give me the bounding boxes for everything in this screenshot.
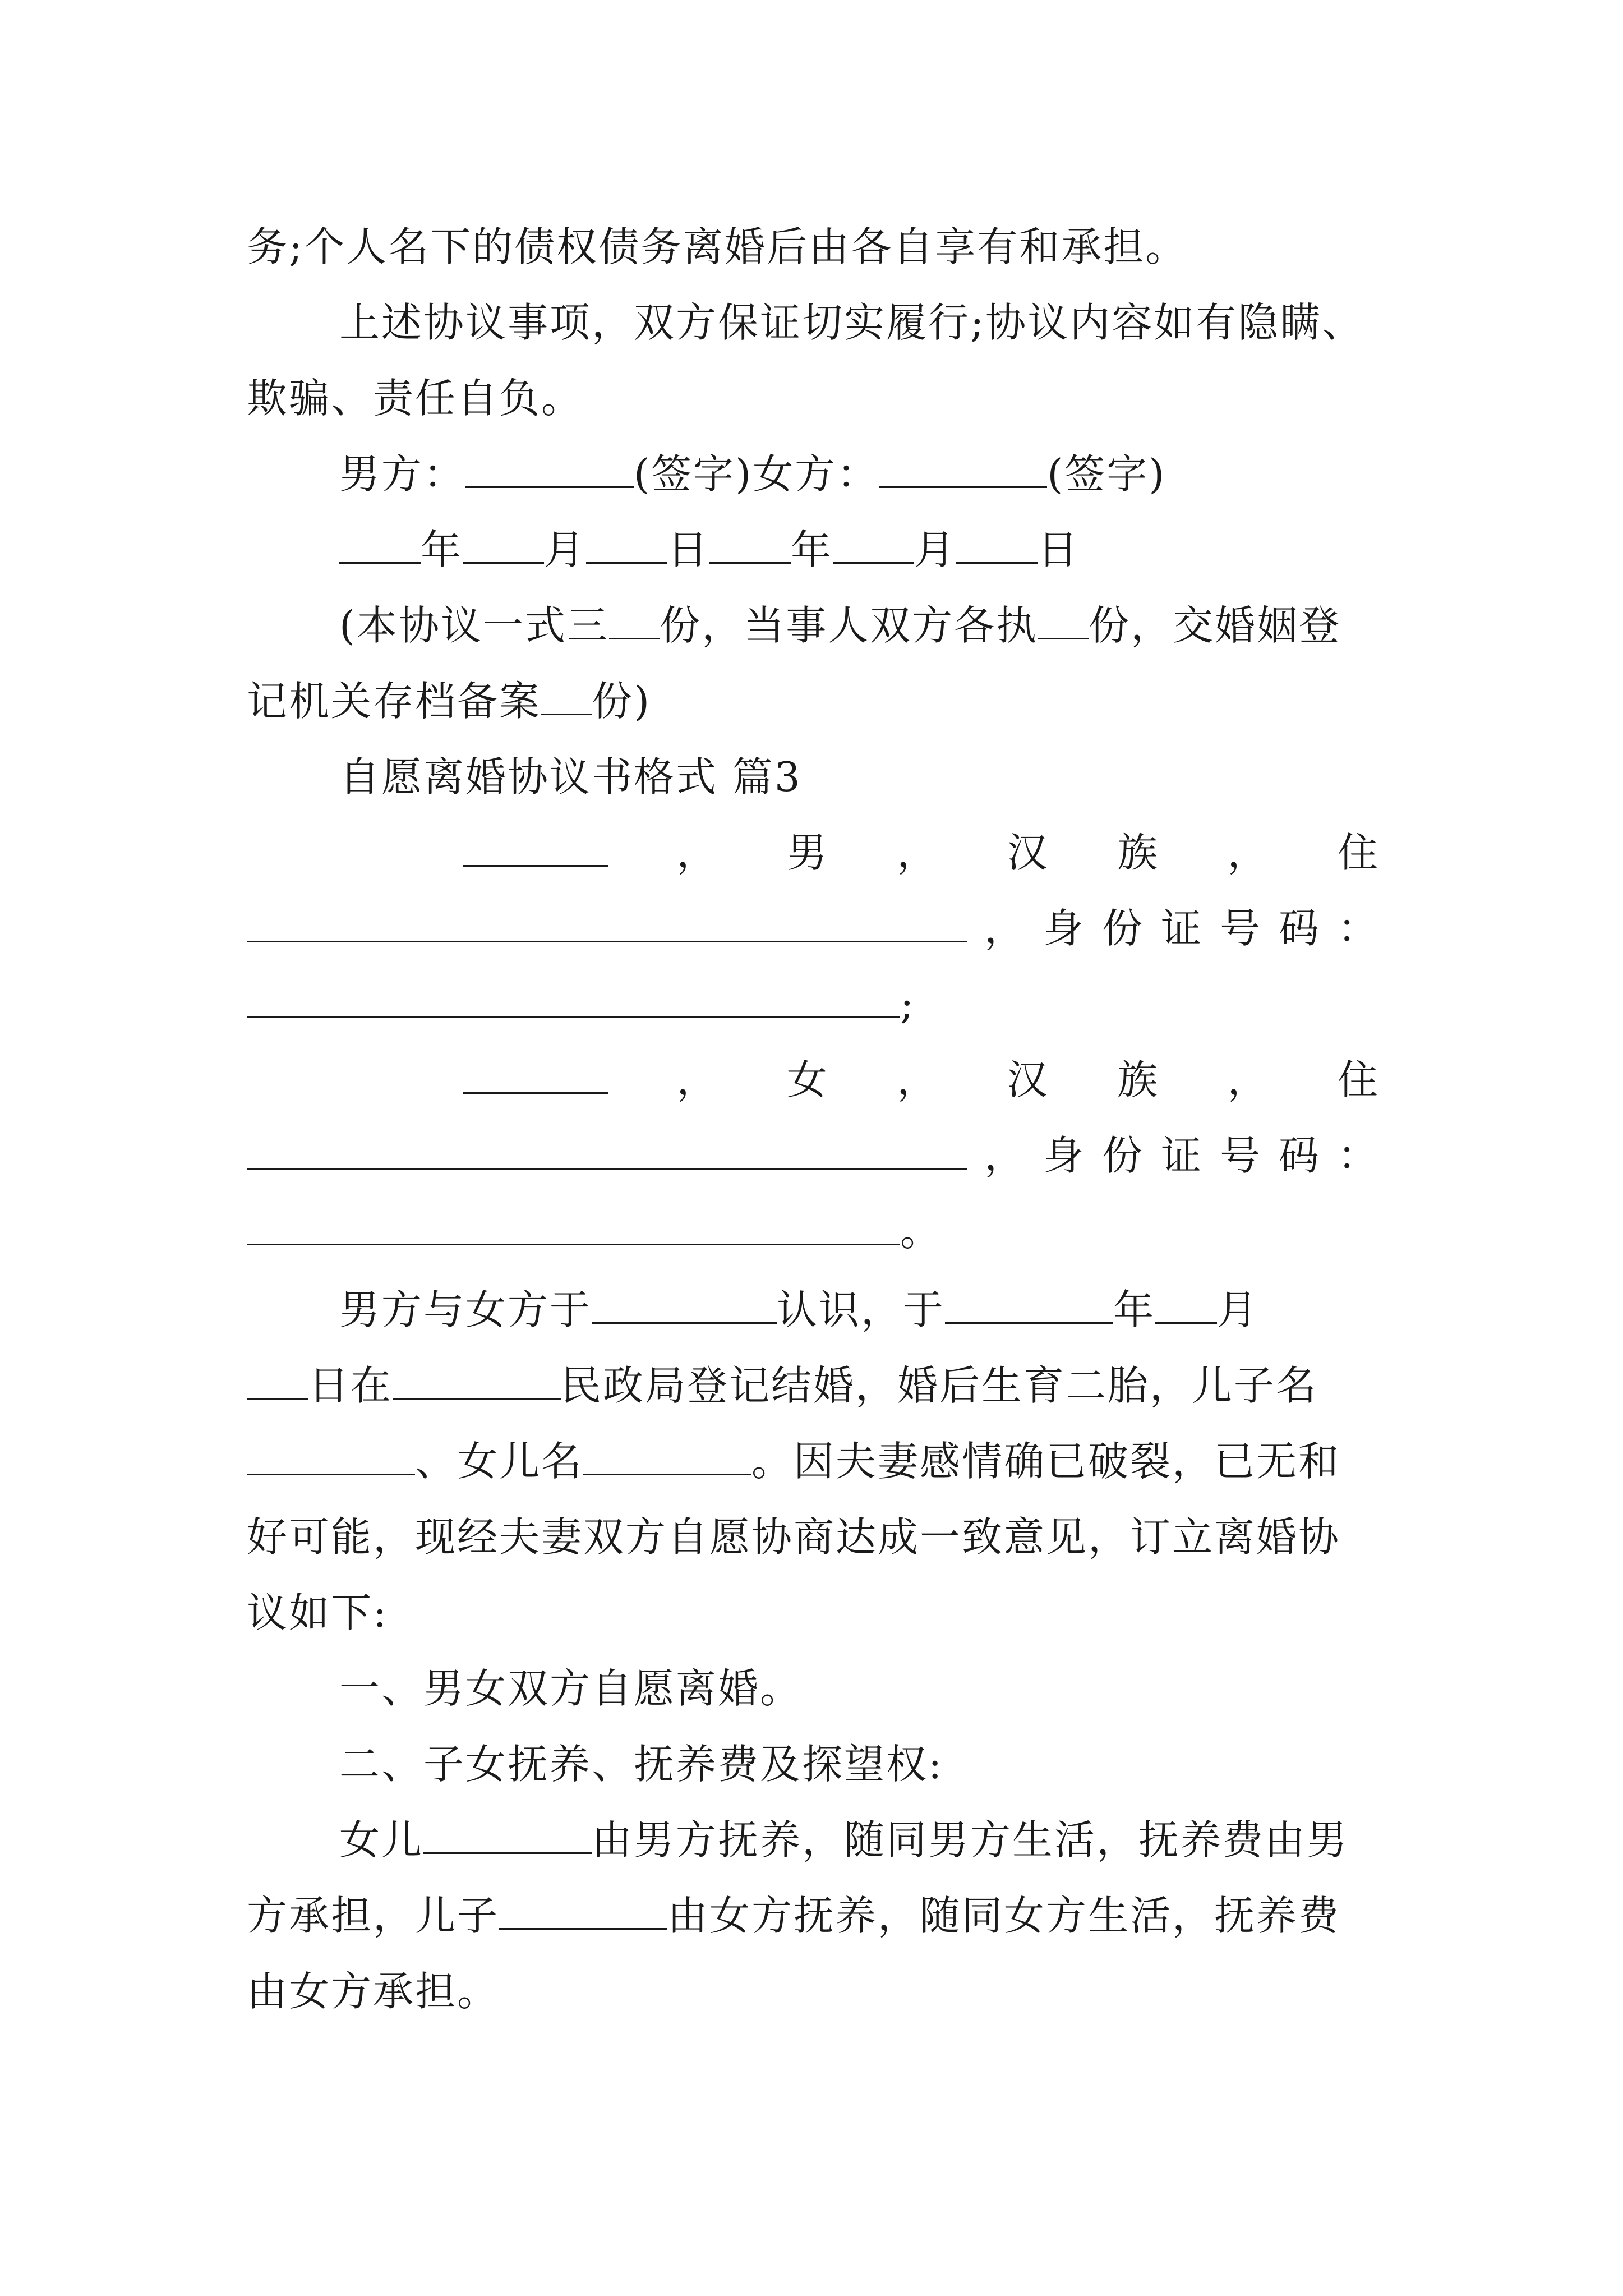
text: 码 [1278,905,1321,952]
male-label: 男方： [339,450,466,498]
text: ： [1337,1132,1380,1179]
intro-line-3 [247,1433,1380,1489]
text: ， [897,1056,939,1103]
text: 、女儿名 [415,1438,584,1485]
intro-line-2 [247,1358,1380,1414]
text: 汉 [1007,1056,1049,1103]
text: ， [676,1056,719,1103]
text: 由男方抚养，随同男方生活，抚养费由男 [592,1816,1349,1864]
text: 身 [1043,905,1085,952]
month-blank[interactable] [463,527,544,564]
female-id-line [247,1203,1380,1259]
sign-label: (签字) [1047,450,1166,498]
text: (本协议一式三 [339,602,610,649]
text: 记机关存档备案 [247,678,542,725]
text: 日在 [308,1362,393,1409]
custody-line-3 [247,1963,1380,2019]
text: 份，当事人双方各执 [660,602,1039,649]
male-signature-blank[interactable] [465,452,634,488]
text: 份 [1101,905,1144,952]
text: 号 [1219,1132,1262,1179]
male-id-line [247,976,1380,1032]
text: 住 [1337,1056,1380,1103]
year-label: 年 [791,526,833,573]
text: 。因夫妻感情确已破裂，已无和 [751,1438,1341,1485]
day-label: 日 [667,526,710,573]
copies-blank[interactable] [609,603,660,639]
male-id-blank[interactable] [247,982,900,1018]
month-label: 月 [914,526,957,573]
text: 民政局登记结婚，婚后生育二胎，儿子名 [561,1362,1318,1409]
day-blank[interactable] [586,527,667,564]
date-line [339,522,1380,578]
text: 身 [1043,1132,1085,1179]
text: 欺骗、责任自负。 [247,375,584,422]
copies-blank[interactable] [1038,603,1089,639]
text: ; [900,981,916,1028]
text: ： [1337,905,1380,952]
year-label: 年 [421,526,463,573]
son-blank[interactable] [499,1893,667,1930]
section-heading [339,749,1380,805]
text: ， [676,829,719,876]
female-address-blank[interactable] [247,1133,967,1170]
paragraph-guarantee [339,295,1380,351]
bureau-blank[interactable] [393,1363,561,1400]
female-id-blank[interactable] [247,1209,900,1245]
text: 一、男女双方自愿离婚。 [339,1665,803,1712]
female-signature-blank[interactable] [879,452,1047,488]
text: 认识，于 [777,1286,946,1333]
male-address-blank[interactable] [247,906,967,942]
text: 月 [1217,1286,1260,1333]
text: 好可能，现经夫妻双方自愿协商达成一致意见，订立离婚协 [247,1513,1341,1561]
female-party-line [339,1052,1380,1108]
female-label: 女方： [753,450,879,498]
text: 方承担，儿子 [247,1892,500,1939]
text: 证 [1160,1132,1203,1179]
text: 二、子女抚养、抚养费及探望权: [339,1741,944,1788]
clause-2 [339,1736,1380,1792]
text: 份) [592,678,652,725]
text: 议如下: [247,1589,389,1636]
female-name-blank[interactable] [463,1057,608,1094]
heading-text: 自愿离婚协议书格式 篇3 [339,753,802,800]
daughter-name-blank[interactable] [583,1439,751,1475]
male-name-blank[interactable] [463,830,608,867]
year-blank[interactable] [339,527,421,564]
paragraph-debt-end [247,219,1380,275]
text: 码 [1278,1132,1321,1179]
male-address-line [247,900,1380,956]
text: ， [984,1132,1026,1179]
text: 由女方抚养，随同女方生活，抚养费 [667,1892,1341,1939]
text: 男方与女方于 [339,1286,592,1333]
custody-line-1 [339,1812,1380,1868]
intro-line-1 [339,1282,1380,1338]
year-blank[interactable] [709,527,791,564]
text: 住 [1337,829,1380,876]
meet-date-blank[interactable] [592,1287,777,1324]
female-address-line [247,1128,1380,1184]
text: 份，交婚姻登 [1089,602,1341,649]
marriage-day-blank[interactable] [247,1363,308,1400]
marriage-month-blank[interactable] [1155,1287,1217,1324]
marriage-year-blank[interactable] [945,1287,1113,1324]
text: 女儿 [339,1816,424,1864]
text: 证 [1160,905,1203,952]
text: 务;个人名下的债权债务离婚后由各自享有和承担。 [247,223,1188,270]
signature-line [339,446,1380,502]
text: ， [897,829,939,876]
text: 汉 [1007,829,1049,876]
male-party-line [339,825,1380,881]
text: 。 [900,1208,943,1255]
custody-line-2 [247,1888,1380,1944]
text: 族 [1117,1056,1160,1103]
text: 由女方承担。 [247,1968,500,2015]
text: 族 [1117,829,1160,876]
clause-1 [339,1660,1380,1717]
gender-text: 女 [786,1056,829,1103]
copies-note [339,597,1380,654]
text: 号 [1219,905,1262,952]
copies-blank[interactable] [541,679,592,715]
copies-note-cont [247,673,1380,729]
paragraph-guarantee-cont [247,370,1380,426]
text: 上述协议事项，双方保证切实履行;协议内容如有隐瞒、 [339,299,1364,346]
day-label: 日 [1038,526,1080,573]
text: 年 [1113,1286,1156,1333]
text: ， [984,905,1026,952]
son-name-blank[interactable] [247,1439,415,1475]
day-blank[interactable] [956,527,1038,564]
month-label: 月 [544,526,587,573]
daughter-blank[interactable] [423,1818,592,1854]
text: ， [1227,1056,1270,1103]
sign-label: (签字) [634,450,753,498]
gender-text: 男 [786,829,829,876]
month-blank[interactable] [833,527,914,564]
intro-line-5 [247,1585,1380,1641]
text: ， [1227,829,1270,876]
text: 份 [1101,1132,1144,1179]
intro-line-4 [247,1509,1380,1565]
